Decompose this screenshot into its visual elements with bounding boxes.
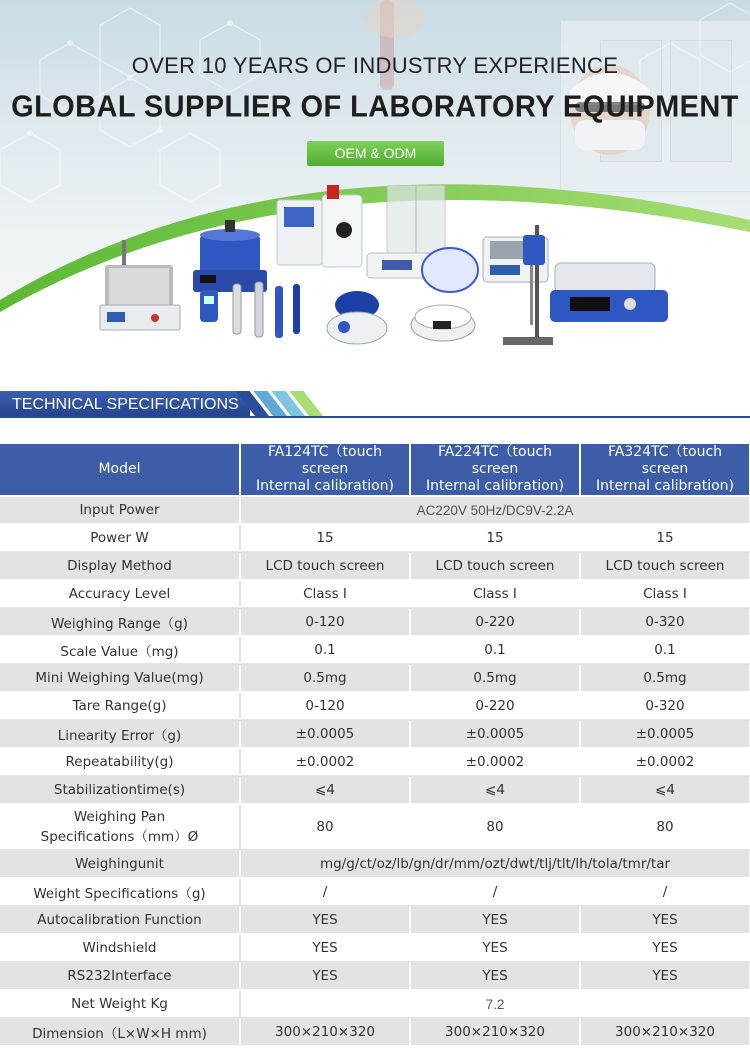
weighing-unit-value: mg/g/ct/oz/lb/gn/dr/mm/ozt/dwt/tlj/tlt/lh/tola/tmr/tar: [240, 850, 750, 878]
table-row: [0, 1018, 750, 1046]
vortex-mixer-image: [322, 283, 392, 348]
table-cell: 0-220: [410, 692, 580, 720]
row-label: Linearity Error（g): [0, 720, 240, 748]
row-label: Windshield: [0, 934, 240, 962]
table-cell: 300×210×320: [410, 1018, 580, 1046]
table-cell: 15: [410, 524, 580, 552]
banner-headline: GLOBAL SUPPLIER OF LABORATORY EQUIPMENT: [11, 90, 739, 124]
table-cell: 0-320: [580, 692, 750, 720]
table-cell: YES: [410, 934, 580, 962]
table-cell: 0-220: [410, 608, 580, 636]
table-cell: LCD touch screen: [240, 552, 410, 580]
table-cell: 80: [410, 804, 580, 850]
table-cell: YES: [580, 906, 750, 934]
table-cell: 80: [580, 804, 750, 850]
row-label: Input Power: [0, 496, 240, 524]
table-cell: ⩽4: [580, 776, 750, 804]
table-row: [0, 850, 750, 878]
banner-subheadline: OVER 10 YEARS OF INDUSTRY EXPERIENCE: [131, 53, 619, 78]
row-label: Dimension（L×W×H mm): [0, 1018, 240, 1046]
row-label: Autocalibration Function: [0, 906, 240, 934]
pipettes-image: [195, 280, 310, 350]
model-header-fa324tc: FA324TC（touch screen Internal calibration): [580, 444, 750, 496]
table-cell: YES: [410, 906, 580, 934]
table-cell: ±0.0005: [580, 720, 750, 748]
row-label: Weighing Range（g): [0, 608, 240, 636]
hero-banner: [0, 0, 750, 366]
table-row: [0, 552, 750, 580]
row-label: Weighingunit: [0, 850, 240, 878]
melting-point-apparatus-image: [272, 185, 367, 285]
table-cell: ±0.0005: [240, 720, 410, 748]
row-label: Scale Value（mg): [0, 636, 240, 664]
table-cell: 0.5mg: [580, 664, 750, 692]
row-label: Stabilizationtime(s): [0, 776, 240, 804]
table-cell: 15: [580, 524, 750, 552]
table-cell: ±0.0002: [580, 748, 750, 776]
table-cell: 300×210×320: [580, 1018, 750, 1046]
table-row: [0, 804, 750, 850]
table-cell: Class I: [410, 580, 580, 608]
table-row: [0, 934, 750, 962]
model-header-fa124tc: FA124TC（touch screen Internal calibration): [240, 444, 410, 496]
row-label: Weight Specifications（g): [0, 878, 240, 906]
row-label: Weighing Pan Specifications（mm）Ø: [0, 804, 240, 850]
centrifuge-image: [405, 245, 480, 345]
heating-mantle-image: [95, 240, 185, 335]
net-weight-value: 7.2: [240, 990, 750, 1018]
table-row: [0, 878, 750, 906]
table-cell: YES: [240, 906, 410, 934]
table-cell: LCD touch screen: [410, 552, 580, 580]
table-cell: 0.1: [580, 636, 750, 664]
table-cell: ±0.0002: [410, 748, 580, 776]
table-cell: 0.1: [410, 636, 580, 664]
table-row: [0, 496, 750, 524]
hotplate-stirrer-image: [545, 255, 670, 330]
table-cell: /: [410, 878, 580, 906]
table-row: [0, 748, 750, 776]
table-row: [0, 664, 750, 692]
oem-odm-button[interactable]: OEM & ODM: [307, 141, 444, 166]
row-label: Mini Weighing Value(mg): [0, 664, 240, 692]
table-row: [0, 962, 750, 990]
table-cell: Class I: [240, 580, 410, 608]
table-cell: YES: [580, 934, 750, 962]
table-row: [0, 524, 750, 552]
model-header: Model: [0, 444, 240, 496]
table-cell: ±0.0002: [240, 748, 410, 776]
table-row: [0, 608, 750, 636]
table-cell: YES: [580, 962, 750, 990]
table-row: [0, 692, 750, 720]
table-cell: Class I: [580, 580, 750, 608]
input-power-value: AC220V 50Hz/DC9V-2.2A: [240, 496, 750, 524]
table-cell: ±0.0005: [410, 720, 580, 748]
table-cell: 0-320: [580, 608, 750, 636]
table-row: [0, 636, 750, 664]
row-label: Repeatability(g): [0, 748, 240, 776]
table-row: [0, 720, 750, 748]
spec-section-title: TECHNICAL SPECIFICATIONS: [12, 396, 239, 413]
table-cell: /: [580, 878, 750, 906]
row-label: RS232Interface: [0, 962, 240, 990]
row-label: Accuracy Level: [0, 580, 240, 608]
row-label: Net Weight Kg: [0, 990, 240, 1018]
table-cell: 0.5mg: [410, 664, 580, 692]
table-row: [0, 580, 750, 608]
table-cell: 300×210×320: [240, 1018, 410, 1046]
spec-table: [0, 444, 750, 1047]
model-header-fa224tc: FA224TC（touch screen Internal calibration): [410, 444, 580, 496]
table-cell: 0.5mg: [240, 664, 410, 692]
table-row: [0, 776, 750, 804]
table-cell: 0-120: [240, 692, 410, 720]
table-cell: 0-120: [240, 608, 410, 636]
table-row: [0, 906, 750, 934]
table-cell: ⩽4: [410, 776, 580, 804]
row-label: Tare Range(g): [0, 692, 240, 720]
table-cell: YES: [410, 962, 580, 990]
table-cell: ⩽4: [240, 776, 410, 804]
table-cell: 0.1: [240, 636, 410, 664]
row-label: Power W: [0, 524, 240, 552]
table-cell: 15: [240, 524, 410, 552]
table-cell: /: [240, 878, 410, 906]
spec-title-underline: [0, 416, 750, 418]
table-cell: LCD touch screen: [580, 552, 750, 580]
table-cell: YES: [240, 962, 410, 990]
spec-header-row: [0, 444, 750, 496]
table-row: [0, 990, 750, 1018]
table-cell: YES: [240, 934, 410, 962]
row-label: Display Method: [0, 552, 240, 580]
table-cell: 80: [240, 804, 410, 850]
